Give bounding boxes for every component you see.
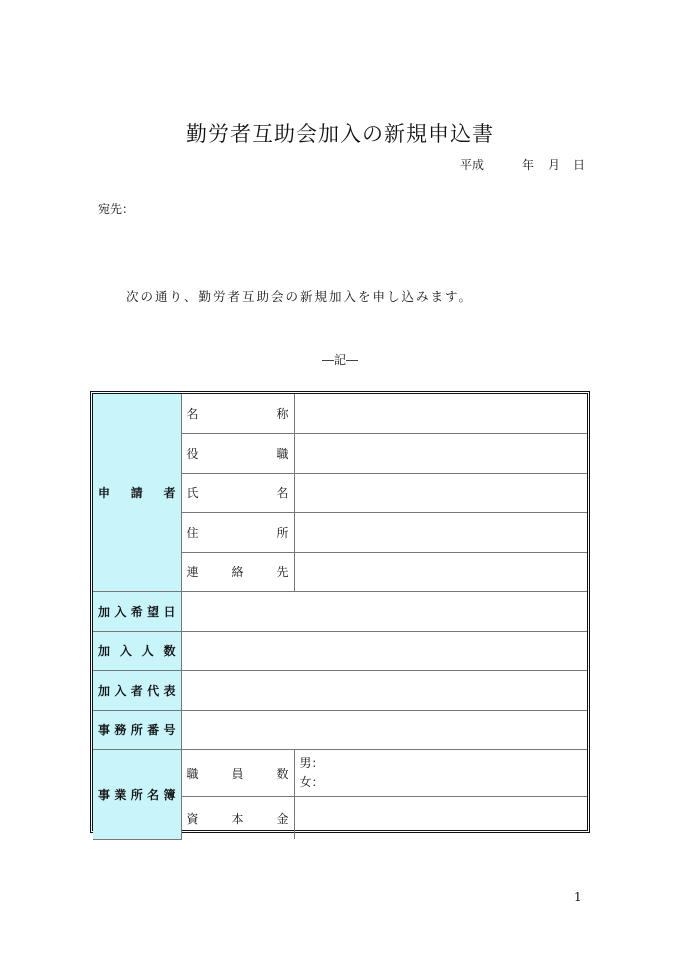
- date-month: 月: [548, 158, 561, 172]
- page-number: 1: [574, 890, 582, 904]
- field-value-name[interactable]: [294, 394, 587, 434]
- female-label: 女：: [299, 775, 324, 789]
- office-number-value[interactable]: [181, 710, 587, 750]
- business-registry-label: 事 業 所 名 簿: [93, 750, 181, 840]
- member-count-value[interactable]: [181, 631, 587, 671]
- employees-value[interactable]: [294, 750, 587, 797]
- intro-text: 次の通り、勤労者互助会の新規加入を申し込みます。: [126, 289, 474, 304]
- field-label-address: 住 所: [181, 513, 294, 553]
- applicant-char: 請: [130, 486, 143, 500]
- representative-value[interactable]: [181, 671, 587, 711]
- field-value-position[interactable]: [294, 434, 587, 474]
- field-label-contact: 連 絡 先: [181, 552, 294, 592]
- application-form: [90, 391, 590, 833]
- employees-label: 職 員 数: [181, 750, 294, 797]
- join-date-label: 加 入 希 望 日: [93, 592, 181, 632]
- ki-label: ―記―: [321, 353, 358, 367]
- date-year: 年: [522, 158, 535, 172]
- field-label-position: 役 職: [181, 434, 294, 474]
- date-day: 日: [573, 158, 586, 172]
- field-value-fullname[interactable]: [294, 473, 587, 513]
- applicant-label-text: [98, 484, 176, 501]
- office-number-label: 事 務 所 番 号: [93, 710, 181, 750]
- addressee-label: 宛先：: [98, 202, 135, 216]
- field-label-fullname: 氏 名: [181, 473, 294, 513]
- applicant-label: [93, 394, 181, 592]
- member-count-label: 加 入 人 数: [93, 631, 181, 671]
- capital-value[interactable]: [294, 797, 587, 840]
- representative-label: 加 入 者 代 表: [93, 671, 181, 711]
- applicant-char: 者: [163, 486, 176, 500]
- date-era: 平成: [460, 158, 485, 172]
- join-date-value[interactable]: [181, 592, 587, 632]
- male-label: 男：: [299, 756, 324, 770]
- field-label-name: 名 称: [181, 394, 294, 434]
- applicant-char: 申: [98, 486, 111, 500]
- capital-label: 資 本 金: [181, 797, 294, 840]
- document-title: 勤労者互助会加入の新規申込書: [186, 122, 494, 146]
- field-value-contact[interactable]: [294, 552, 587, 592]
- form-table: [93, 394, 587, 840]
- field-value-address[interactable]: [294, 513, 587, 553]
